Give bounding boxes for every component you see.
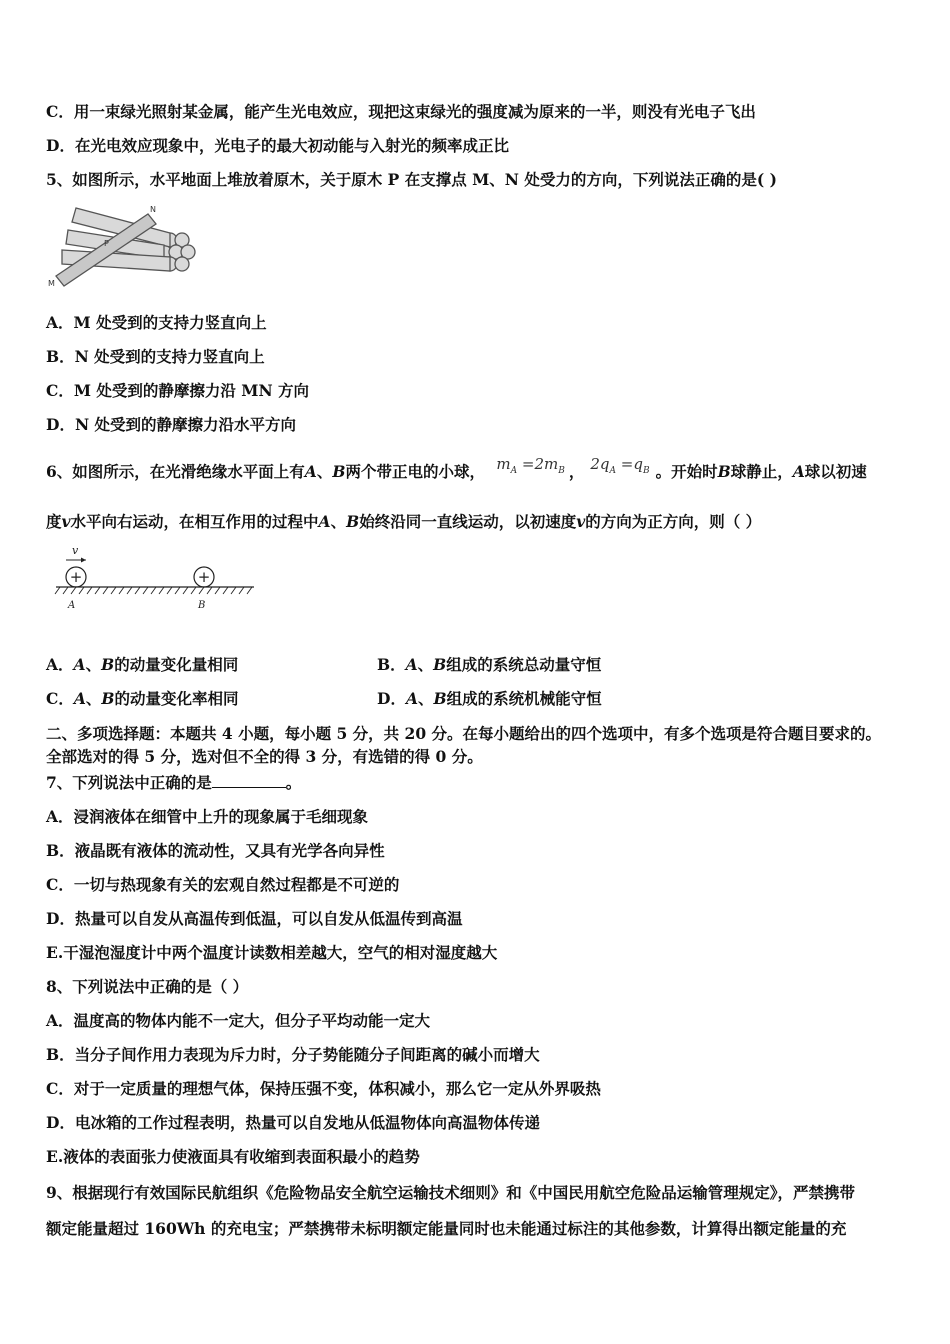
q8-option-c: C．对于一定质量的理想气体，保持压强不变，体积减小，那么它一定从外界吸热 bbox=[46, 1079, 601, 1098]
q5-stem: 5、如图所示，水平地面上堆放着原木，关于原木 P 在支撑点 M、N 处受力的方向，下列说法正确的是( ) bbox=[46, 170, 777, 189]
q9-stem-line2: 额定能量超过 160Wh 的充电宝；严禁携带未标明额定能量同时也未能通过标注的其他参数，计算得出额定能量的充 bbox=[46, 1219, 847, 1238]
q9-stem-line1: 9、根据现行有效国际民航组织《危险物品安全航空运输技术细则》和《中国民用航空危险品运输管理规定》，严禁携带 bbox=[46, 1183, 856, 1202]
q8-option-a: A．温度高的物体内能不一定大，但分子平均动能一定大 bbox=[46, 1011, 431, 1030]
q8-stem: 8、下列说法中正确的是（ ） bbox=[46, 977, 249, 996]
q7-option-e: E.干湿泡湿度计中两个温度计读数相差越大，空气的相对湿度越大 bbox=[46, 943, 498, 962]
svg-text:+: + bbox=[69, 568, 83, 586]
q7-answer-blank bbox=[212, 773, 286, 788]
q5-option-b: B．N 处受到的支持力竖直向上 bbox=[46, 347, 265, 366]
q6-label-v: v bbox=[72, 544, 79, 557]
section2-heading-line1: 二、多项选择题：本题共 4 小题，每小题 5 分，共 20 分。在每小题给出的四个选项中，有多个选项是符合题目要求的。 bbox=[46, 724, 882, 743]
q6-option-b: B．A、B组成的系统总动量守恒 bbox=[377, 655, 602, 674]
q6-charge-equation: $2q_A =q_B$ bbox=[590, 455, 650, 476]
q7-option-a: A．浸润液体在细管中上升的现象属于毛细现象 bbox=[46, 807, 369, 826]
q5-label-m: M bbox=[48, 279, 55, 288]
q6-stem-line1: 6、如图所示，在光滑绝缘水平面上有A、B两个带正电的小球， $m_A =2m_B$ ， $2q_A =q_B$ 。开始时B球静止，A球以初速 bbox=[46, 455, 867, 481]
q8-option-d: D．电冰箱的工作过程表明，热量可以自发地从低温物体向高温物体传递 bbox=[46, 1113, 540, 1132]
q8-option-b: B．当分子间作用力表现为斥力时，分子势能随分子间距离的碱小而增大 bbox=[46, 1045, 540, 1064]
q4-option-d: D．在光电效应现象中，光电子的最大初动能与入射光的频率成正比 bbox=[46, 136, 509, 155]
q5-label-p: P bbox=[104, 239, 109, 248]
q6-option-a: A．A、B的动量变化量相同 bbox=[46, 655, 239, 674]
q5-option-a: A．M 处受到的支持力竖直向上 bbox=[46, 313, 267, 332]
svg-text:+: + bbox=[197, 568, 211, 586]
q5-option-d: D．N 处受到的静摩擦力沿水平方向 bbox=[46, 415, 297, 434]
section2-heading-line2: 全部选对的得 5 分，选对但不全的得 3 分，有选错的得 0 分。 bbox=[46, 747, 483, 766]
q5-label-n: N bbox=[150, 205, 156, 214]
q7-stem: 7、下列说法中正确的是 。 bbox=[46, 773, 302, 792]
q7-option-d: D．热量可以自发从高温传到低温，可以自发从低温传到高温 bbox=[46, 909, 463, 928]
q5-logs-figure bbox=[46, 200, 198, 290]
q5-option-c: C．M 处受到的静摩擦力沿 MN 方向 bbox=[46, 381, 310, 400]
q6-option-d: D．A、B组成的系统机械能守恒 bbox=[377, 689, 602, 708]
q7-option-c: C．一切与热现象有关的宏观自然过程都是不可逆的 bbox=[46, 875, 400, 894]
q6-balls-figure bbox=[50, 542, 260, 614]
q8-option-e: E.液体的表面张力使液面具有收缩到表面积最小的趋势 bbox=[46, 1147, 420, 1166]
q6-option-c: C．A、B的动量变化率相同 bbox=[46, 689, 239, 708]
q6-stem-line2: 度v水平向右运动，在相互作用的过程中A、B始终沿同一直线运动，以初速度v的方向为正方向，则（ ） bbox=[46, 512, 762, 531]
q4-option-c: C．用一束绿光照射某金属，能产生光电效应，现把这束绿光的强度减为原来的一半，则没有光电子飞出 bbox=[46, 102, 756, 121]
q6-label-b: B bbox=[198, 600, 206, 611]
q6-label-a: A bbox=[68, 600, 76, 611]
q7-option-b: B．液晶既有液体的流动性，又具有光学各向异性 bbox=[46, 841, 385, 860]
q6-mass-equation: $m_A =2m_B$ bbox=[496, 455, 565, 476]
